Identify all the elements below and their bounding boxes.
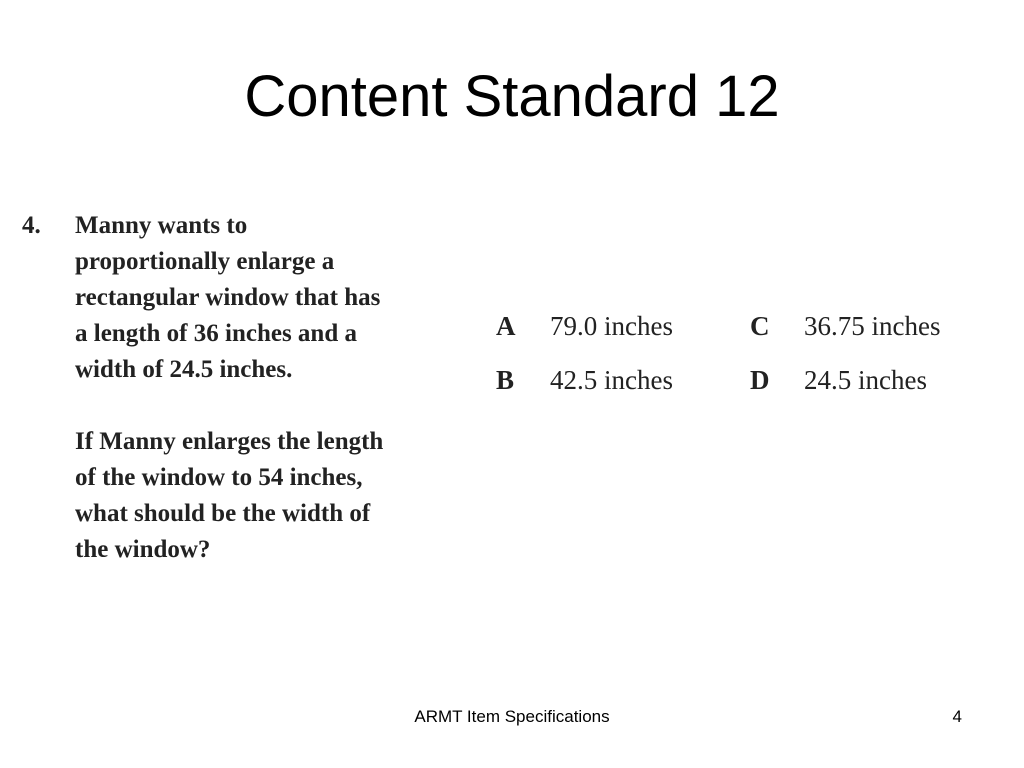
footer-title: ARMT Item Specifications [414, 707, 610, 726]
choice-letter: C [750, 311, 770, 341]
answer-choices [496, 306, 976, 416]
question-paragraph-prompt: If Manny enlarges the length of the window to 54 inches, what should be the width of the window? [75, 428, 384, 563]
choice-letter: D [750, 365, 770, 395]
slide-title: Content Standard 12 [244, 64, 780, 129]
page-number: 4 [952, 707, 962, 726]
choice-value: 36.75 inches [804, 311, 941, 341]
question-text [75, 208, 485, 568]
choice-value: 24.5 inches [804, 365, 927, 395]
question-paragraph-stem: Manny wants to proportionally enlarge a rectangular window that has a length of 36 inches and a width of 24.5 inches. [75, 212, 381, 383]
choice-letter: B [496, 365, 515, 395]
question-number: 4. [22, 212, 41, 239]
choice-value: 42.5 inches [550, 365, 673, 395]
choice-letter: A [496, 311, 516, 341]
choice-value: 79.0 inches [550, 311, 673, 341]
